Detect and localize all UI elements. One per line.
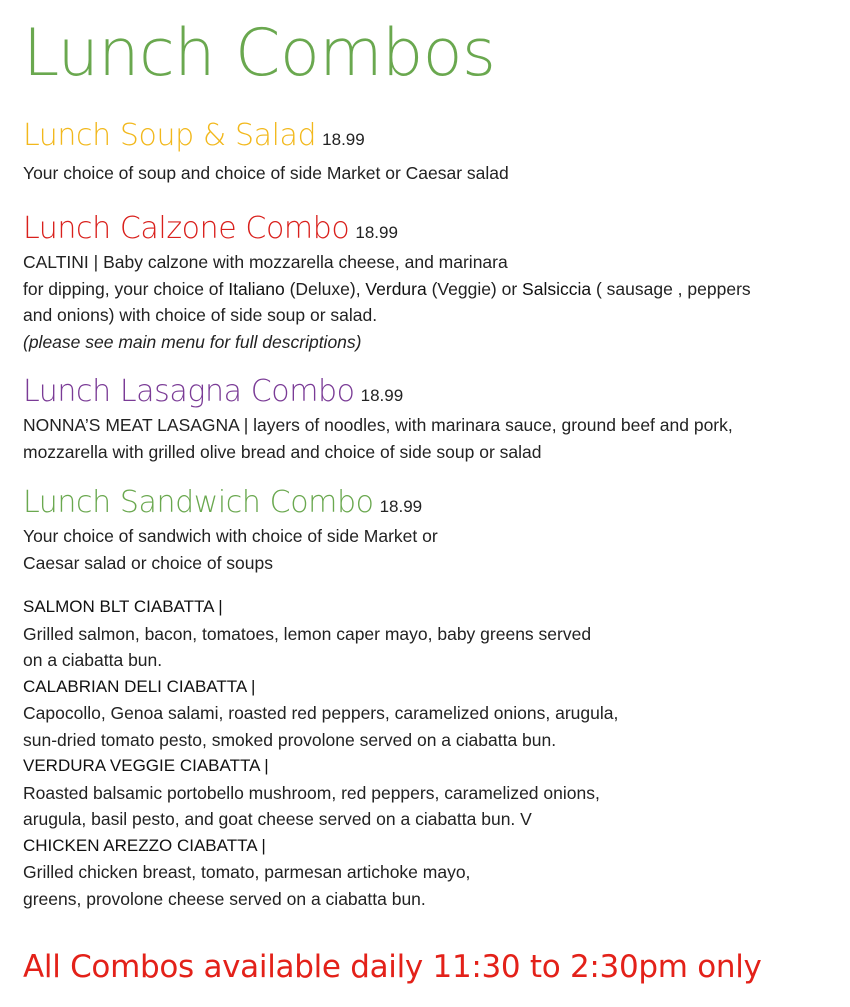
section-title: Lunch Soup & Salad xyxy=(23,118,317,153)
description-line: mozzarella with grilled olive bread and choice of side soup or salad xyxy=(23,441,542,462)
text-segment: ( sausage , peppers xyxy=(591,278,751,299)
section-soup-salad xyxy=(23,116,838,187)
description-line: Caesar salad or choice of soups xyxy=(23,552,273,573)
section-header xyxy=(23,483,838,523)
section-price: 18.99 xyxy=(360,386,404,405)
description-line: NONNA’S MEAT LASAGNA | layers of noodles, with marinara sauce, ground beef and pork, xyxy=(23,415,733,435)
section-description: Your choice of soup and choice of side Market or Caesar salad xyxy=(23,163,509,183)
text-segment: (Deluxe), xyxy=(284,278,366,299)
description-line: Your choice of sandwich with choice of side Market or xyxy=(23,526,438,546)
description-line: CALTINI | Baby calzone with mozzarella cheese, and marinara xyxy=(23,252,508,272)
section-header xyxy=(23,372,838,412)
option-salsiccia: Salsiccia xyxy=(522,278,592,299)
list-item xyxy=(23,594,838,674)
text-segment: for dipping, your choice of xyxy=(23,278,229,299)
description-line xyxy=(23,276,838,303)
section-sandwich xyxy=(23,483,838,576)
section-title: Lunch Calzone Combo xyxy=(23,211,350,246)
availability-footer: All Combos available daily 11:30 to 2:30pm only xyxy=(23,949,762,985)
sandwich-description: greens, provolone cheese served on a ciabatta bun. xyxy=(23,888,426,909)
sandwich-description: Grilled chicken breast, tomato, parmesan artichoke mayo, xyxy=(23,862,471,882)
sandwich-description: Capocollo, Genoa salami, roasted red peppers, caramelized onions, arugula, xyxy=(23,703,619,723)
option-verdura: Verdura xyxy=(365,278,427,299)
sandwich-description: Roasted balsamic portobello mushroom, red peppers, caramelized onions, xyxy=(23,782,600,803)
text-segment: (Veggie) or xyxy=(426,278,523,299)
sandwich-description: sun-dried tomato pesto, smoked provolone served on a ciabatta bun. xyxy=(23,729,557,750)
section-price: 18.99 xyxy=(322,130,365,149)
menu-note: (please see main menu for full descriptions) xyxy=(23,331,362,352)
list-item xyxy=(23,674,838,754)
description-line: and onions) with choice of side soup or salad. xyxy=(23,305,378,325)
section-header xyxy=(23,116,838,156)
option-italiano: Italiano xyxy=(228,278,285,299)
section-calzone xyxy=(23,209,838,355)
section-title: Lunch Sandwich Combo xyxy=(23,485,374,520)
section-price: 18.99 xyxy=(379,497,423,516)
sandwich-description: on a ciabatta bun. xyxy=(23,650,163,670)
sandwich-name: VERDURA VEGGIE CIABATTA | xyxy=(23,756,269,775)
list-item xyxy=(23,833,838,913)
section-price: 18.99 xyxy=(355,223,398,242)
section-header xyxy=(23,209,838,249)
sandwich-name: CHICKEN AREZZO CIABATTA | xyxy=(23,835,266,855)
sandwich-description: arugula, basil pesto, and goat cheese served on a ciabatta bun. V xyxy=(23,809,532,829)
page-title: Lunch Combos xyxy=(23,16,496,91)
sandwich-list xyxy=(23,594,838,912)
section-lasagna xyxy=(23,372,838,465)
sandwich-name: SALMON BLT CIABATTA | xyxy=(23,597,223,616)
sandwich-description: Grilled salmon, bacon, tomatoes, lemon caper mayo, baby greens served xyxy=(23,623,592,644)
section-title: Lunch Lasagna Combo xyxy=(23,374,355,409)
sandwich-name: CALABRIAN DELI CIABATTA | xyxy=(23,676,256,696)
list-item xyxy=(23,753,838,833)
